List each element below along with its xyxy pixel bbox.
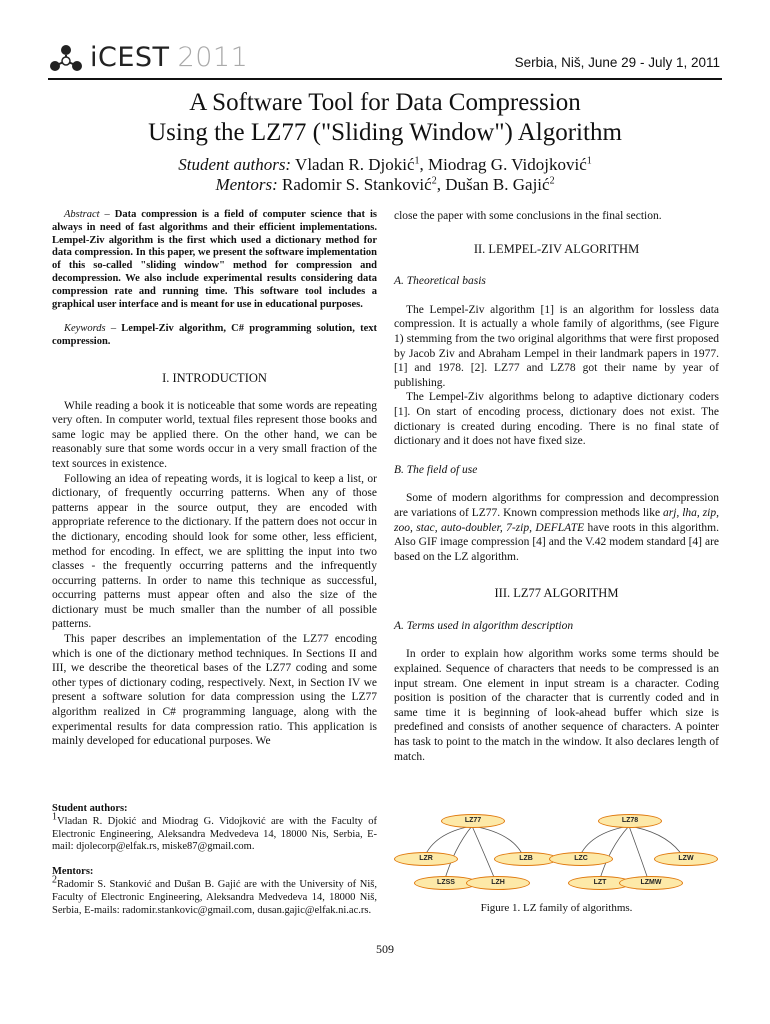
subsection-2a-heading: A. Theoretical basis bbox=[394, 275, 486, 288]
section-2b-paragraph: Some of modern algorithms for compression and decompression are variations of LZ77. Known compression methods like arj, lha, zip, zoo, stac, auto-doubler, 7-zip, DEFLATE have roots in this algorithm. Also GIF image compression [4] and the V.42 modem standard [4] are based on the LZ algorithm. bbox=[394, 492, 719, 563]
title-line-1: A Software Tool for Data Compression bbox=[189, 89, 581, 116]
node-lzmw: LZMW bbox=[619, 876, 683, 890]
node-lzr: LZR bbox=[394, 852, 458, 866]
section-1-heading: I. INTRODUCTION bbox=[162, 370, 267, 385]
author-footnotes bbox=[52, 803, 377, 917]
node-lz78: LZ78 bbox=[598, 814, 662, 828]
logo-text: iCEST 2011 bbox=[90, 42, 249, 73]
section-2a-paragraph-1: The Lempel-Ziv algorithm [1] is an algorithm for lossless data compression. It is actually a whole family of algorithms, (see Figure 1) stemming from the two original algorithms that were first proposed by Jacob Ziv and Abraham Lempel in their landmark papers in 1977. [1] and 1978. [2]. LZ77 and LZ78 got their name by year of publishing. bbox=[394, 303, 719, 389]
figure-caption: Figure 1. LZ family of algorithms. bbox=[480, 902, 633, 914]
intro-paragraph-1: While reading a book it is noticeable that some words are repeating very often. In computer world, textual files represent those books and same logic may be applied there. On the other hand, we can be reasonably sure that some words occur in a very small fraction of the text sources in existence. bbox=[52, 399, 377, 470]
left-column bbox=[52, 209, 377, 749]
subsection-2b-heading: B. The field of use bbox=[394, 463, 478, 476]
node-lzt: LZT bbox=[568, 876, 632, 890]
node-lzw: LZW bbox=[654, 852, 718, 866]
intro-paragraph-2: Following an idea of repeating words, it is logical to keep a list, or dictionary, of frequently occurring patterns. When any of those patterns appear in the source output, they are encoded with appropriate reference to the dictionary. If the pattern does not occur in the dictionary, encoding should look for some other, less efficient, method for encoding. In effect, we are splitting the input into two classes - the frequently occurring patterns and the infrequently occurring patterns. In order to name this technique as successful, occurring patterns must appear often and also the size of the dictionary must be much smaller than the number of all possible patterns. bbox=[52, 472, 377, 631]
author-block bbox=[0, 155, 770, 195]
node-lz77: LZ77 bbox=[441, 814, 505, 828]
student-authors-line: Student authors: Vladan R. Djokić$^1$, Miodrag G. Vidojković$^1$ bbox=[178, 155, 592, 174]
section-3a-paragraph: In order to explain how algorithm works some terms should be explained. Sequence of characters that needs to be compressed is an input stream. One element in input stream is a character. Coding position is position of the character that is currently coded and in same time it is beginning of look-ahead buffer which size is predefined and consists of another sequence of characters. A pointer has task to point to the match in the window. It also declares length of match. bbox=[394, 648, 719, 763]
page-header bbox=[48, 42, 720, 76]
page-number: 509 bbox=[376, 942, 394, 956]
node-lzh: LZH bbox=[466, 876, 530, 890]
title-line-2: Using the LZ77 ("Sliding Window") Algorithm bbox=[148, 119, 622, 146]
node-lzb: LZB bbox=[494, 852, 558, 866]
abstract: Abstract – Data compression is a field of computer science that is always in need of fast algorithms and their efficient implementations. Lempel-Ziv algorithm is the first which used a dictionary method for data compression. In this paper, we present the software implementation of this so-called "sliding window" method for compression and decompression. We also include experimental results considering data compression rate and running time. This software tool includes a graphical user interface and is meant for use in educational purposes. bbox=[52, 209, 377, 310]
closing-sentence: close the paper with some conclusions in the final section. bbox=[394, 210, 662, 222]
footnote-students: Student authors: $^1$Vladan R. Djokić and Miodrag G. Vidojković are with the Faculty of Electronic Engineering, Aleksandra Medvedeva 14, 18000 Nis, Serbia, E-mail: djolecorp@elfak.rs, miske87@gmail.com. bbox=[52, 803, 377, 853]
paper-title bbox=[0, 88, 770, 148]
subsection-3a-heading: A. Terms used in algorithm description bbox=[394, 619, 574, 632]
atom-logo-icon bbox=[48, 43, 84, 73]
section-3-heading: III. LZ77 ALGORITHM bbox=[494, 586, 619, 601]
section-2a-paragraph-2: The Lempel-Ziv algorithms belong to adaptive dictionary coders [1]. On start of encoding process, dictionary does not exist. The dictionary is created during encoding. There is no final state of dictionary and it does not have fixed size. bbox=[394, 391, 719, 448]
conference-info: Serbia, Niš, June 29 - July 1, 2011 bbox=[514, 55, 720, 70]
right-column bbox=[394, 209, 719, 764]
mentors-line: Mentors: Radomir S. Stanković$^2$, Dušan B. Gajić$^2$ bbox=[215, 175, 555, 194]
intro-paragraph-3: This paper describes an implementation of the LZ77 encoding which is one of the dictionary method techniques. In Sections II and III, we describe the theoretical bases of the LZ77 coding and some other types of dictionary coding, respectively. Next, in Section IV we present a software solution for data compression using the LZ77 algorithm realized in C# programming language, along with the experimental results for data compression ratio. This application is mainly developed for educational purposes. We bbox=[52, 633, 377, 748]
logo-year: 2011 bbox=[177, 42, 249, 73]
node-lzc: LZC bbox=[549, 852, 613, 866]
conference-logo bbox=[48, 42, 248, 73]
section-2-heading: II. LEMPEL-ZIV ALGORITHM bbox=[473, 241, 640, 256]
header-rule bbox=[48, 78, 722, 80]
keywords: Keywords – Lempel-Ziv algorithm, C# programming solution, text compression. bbox=[52, 323, 377, 348]
footnote-mentors: Mentors: $^2$Radomir S. Stanković and Dušan B. Gajić are with the University of Niš, Faculty of Electronic Engineering, Aleksandra Medvedeva 14, 18000 Niš, Serbia, E-mails: radomir.stankovic@gmail.com, dusan.gajic@elfak.ni.ac.rs. bbox=[52, 866, 377, 916]
node-lzss: LZSS bbox=[414, 876, 478, 890]
lz-family-figure bbox=[394, 808, 719, 908]
